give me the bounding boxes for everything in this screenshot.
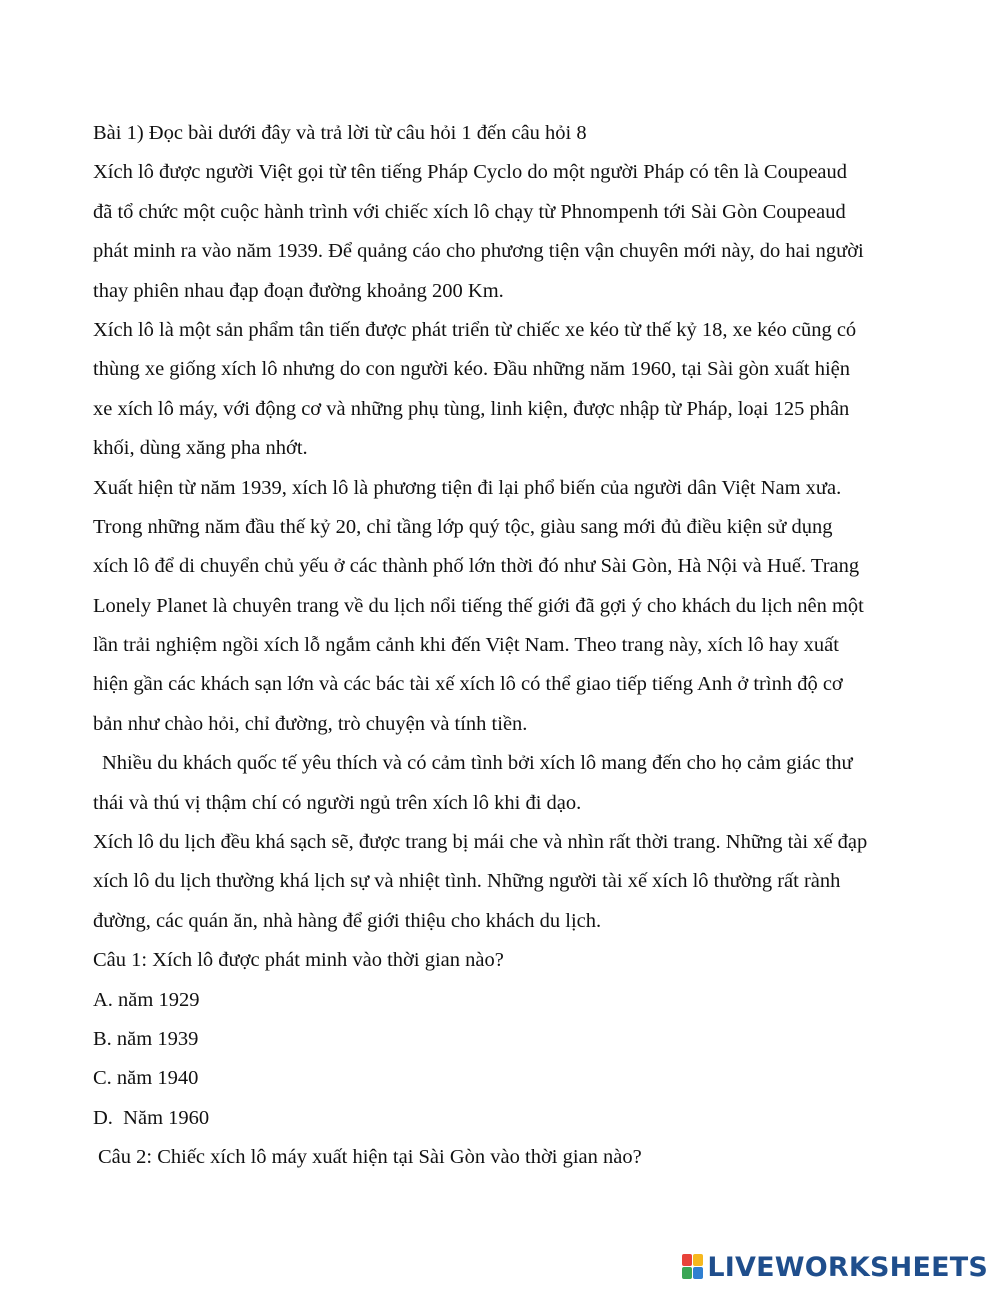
paragraph-line: hiện gần các khách sạn lớn và các bác tài xế xích lô có thể giao tiếp tiếng Anh ở trình độ cơ xyxy=(93,673,843,696)
paragraph-line: Nhiều du khách quốc tế yêu thích và có cảm tình bởi xích lô mang đến cho họ cảm giác thư xyxy=(102,752,853,775)
exercise-heading: Bài 1) Đọc bài dưới đây và trả lời từ câu hỏi 1 đến câu hỏi 8 xyxy=(93,122,587,144)
paragraph-line: thùng xe giống xích lô nhưng do con người kéo. Đầu những năm 1960, tại Sài gòn xuất hiện xyxy=(93,358,851,381)
question-2: Câu 2: Chiếc xích lô máy xuất hiện tại Sài Gòn vào thời gian nào? xyxy=(98,1146,642,1169)
answer-option-a: A. năm 1929 xyxy=(93,988,200,1011)
liveworksheets-logo-icon xyxy=(682,1254,704,1280)
paragraph-line: xích lô du lịch thường khá lịch sự và nhiệt tình. Những người tài xế xích lô thường rất rành xyxy=(93,870,841,893)
answer-option-c: C. năm 1940 xyxy=(93,1067,199,1090)
paragraph-line: thái và thú vị thậm chí có người ngủ trên xích lô khi đi dạo. xyxy=(93,791,582,814)
paragraph-line: bản như chào hỏi, chỉ đường, trò chuyện và tính tiền. xyxy=(93,712,528,735)
paragraph-line: xích lô để di chuyển chủ yếu ở các thành phố lớn thời đó như Sài Gòn, Hà Nội và Huế. Trang xyxy=(93,555,860,578)
paragraph-line: lần trải nghiệm ngồi xích lỗ ngắm cảnh khi đến Việt Nam. Theo trang này, xích lô hay xuất xyxy=(93,634,839,657)
paragraph-line: thay phiên nhau đạp đoạn đường khoảng 200 Km. xyxy=(93,279,504,302)
paragraph-line: khối, dùng xăng pha nhớt. xyxy=(93,437,308,460)
liveworksheets-logo-text: LIVEWORKSHEETS xyxy=(707,1251,988,1283)
answer-option-d: D. Năm 1960 xyxy=(93,1106,210,1129)
liveworksheets-watermark xyxy=(682,1252,988,1282)
paragraph-line: Xích lô được người Việt gọi từ tên tiếng Pháp Cyclo do một người Pháp có tên là Coupeaud xyxy=(93,161,848,184)
paragraph-line: Lonely Planet là chuyên trang về du lịch nổi tiếng thế giới đã gợi ý cho khách du lịch nên một xyxy=(93,594,864,617)
paragraph-line: Xuất hiện từ năm 1939, xích lô là phương tiện đi lại phổ biến của người dân Việt Nam xưa. xyxy=(93,476,842,499)
paragraph-line: Xích lô là một sản phẩm tân tiến được phát triển từ chiếc xe kéo từ thế kỷ 18, xe kéo cũng có xyxy=(93,318,857,341)
paragraph-line: đã tổ chức một cuộc hành trình với chiếc xích lô chạy từ Phnompenh tới Sài Gòn Coupeaud xyxy=(93,200,846,223)
question-1: Câu 1: Xích lô được phát minh vào thời gian nào? xyxy=(93,949,504,972)
paragraph-line: xe xích lô máy, với động cơ và những phụ tùng, linh kiện, được nhập từ Pháp, loại 125 phân xyxy=(93,397,850,420)
paragraph-line: đường, các quán ăn, nhà hàng để giới thiệu cho khách du lịch. xyxy=(93,909,602,932)
worksheet-text xyxy=(93,114,973,1178)
paragraph-line: Xích lô du lịch đều khá sạch sẽ, được trang bị mái che và nhìn rất thời trang. Những tài xế đạp xyxy=(93,831,868,854)
paragraph-line: Trong những năm đầu thế kỷ 20, chỉ tầng lớp quý tộc, giàu sang mới đủ điều kiện sử dụng xyxy=(93,515,833,538)
answer-option-b: B. năm 1939 xyxy=(93,1027,199,1050)
paragraph-line: phát minh ra vào năm 1939. Để quảng cáo cho phương tiện vận chuyên mới này, do hai người xyxy=(93,240,864,263)
